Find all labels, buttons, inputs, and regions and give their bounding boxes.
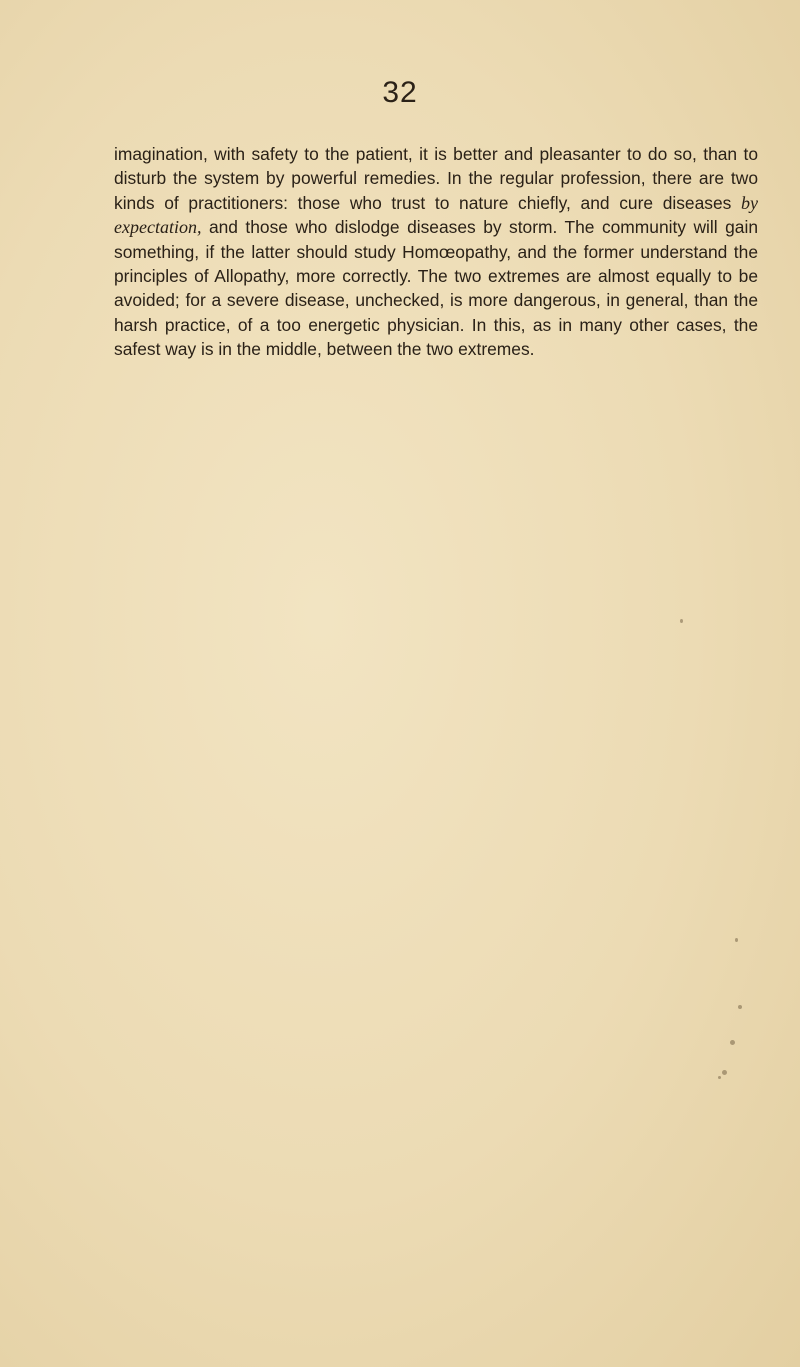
paragraph xyxy=(114,142,758,362)
italic-phrase: by expectation, xyxy=(114,192,758,238)
paper-speck xyxy=(730,1040,735,1045)
page-number: 32 xyxy=(382,76,418,109)
paper-speck xyxy=(738,1005,742,1009)
paper-speck xyxy=(680,619,683,623)
paper-speck xyxy=(722,1070,727,1075)
paragraph-text-end: and those who dislodge diseases by storm. The community will gain something, if the latter should study Homœopathy, and the former understand the principles of Allopathy, more correctly. The two extremes are almost equally to be avoided; for a severe disease, unchecked, is more dangerous, in general, than the harsh practice, of a too energetic physician. In this, as in many other cases, the safest way is in the middle, between the two extremes. xyxy=(114,217,758,360)
paper-speck xyxy=(718,1076,721,1079)
body-text xyxy=(114,142,758,362)
paragraph-text-start: imagination, with safety to the patient, it is better and pleasanter to do so, than to disturb the system by powerful remedies. In the regular profession, there are two kinds of practitioners: those who trust to nature chiefly, and cure diseases xyxy=(114,144,758,213)
paper-speck xyxy=(735,938,738,942)
